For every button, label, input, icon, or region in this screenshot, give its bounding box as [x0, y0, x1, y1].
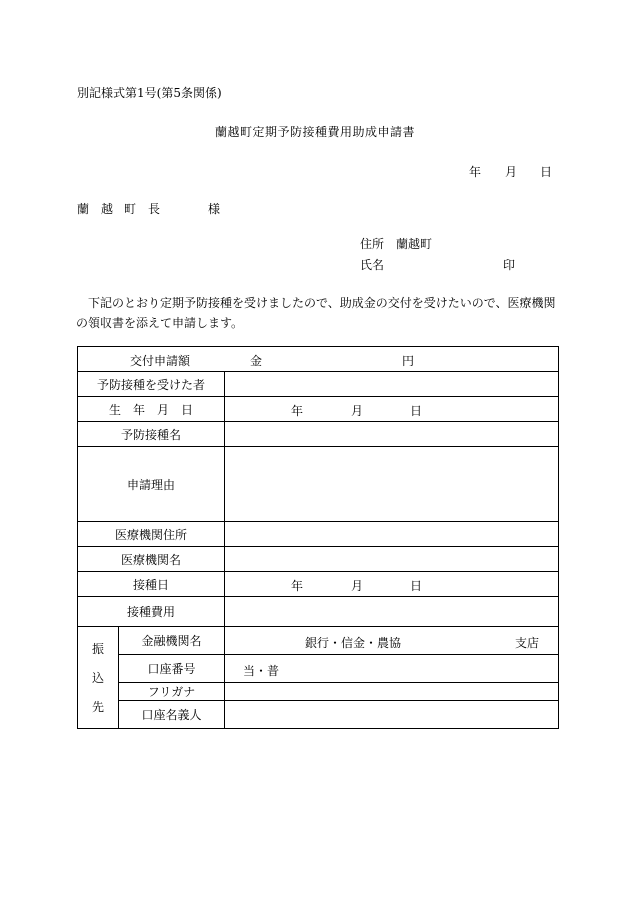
- table-row: [78, 597, 559, 627]
- applicant-address-value: 蘭越町: [396, 237, 433, 251]
- transfer-char: 込: [91, 671, 104, 685]
- table-row: [78, 683, 559, 701]
- table-row: [78, 627, 559, 655]
- seal-mark: 印: [503, 258, 516, 272]
- birthdate-month-label: 月: [351, 404, 364, 418]
- bank-name-field[interactable]: [225, 627, 559, 655]
- table-row: [78, 372, 559, 397]
- recipient-label: 予防接種を受けた者: [78, 372, 225, 397]
- recipient-field[interactable]: [225, 372, 559, 397]
- table-row: [78, 522, 559, 547]
- table-row: [78, 701, 559, 729]
- table-row: [78, 422, 559, 447]
- account-type-options: 当・普: [243, 664, 280, 678]
- vaccine-name-field[interactable]: [225, 422, 559, 447]
- account-number-label: 口座番号: [119, 655, 225, 683]
- reason-field[interactable]: [225, 447, 559, 522]
- vaccination-cost-field[interactable]: [225, 597, 559, 627]
- bank-type-options: 銀行・信金・農協: [305, 636, 402, 650]
- date-month-label: 月: [505, 165, 518, 179]
- application-form-table: [77, 346, 559, 729]
- applicant-address-label: 住所: [360, 237, 385, 251]
- transfer-char: 振: [91, 642, 104, 656]
- document-title: 蘭越町定期予防接種費用助成申請書: [214, 125, 415, 139]
- vaccination-date-field[interactable]: [225, 572, 559, 597]
- birthdate-year-label: 年: [291, 404, 304, 418]
- form-number-label: 別記様式第1号(第5条関係): [77, 86, 222, 100]
- addressee-char: 町: [124, 202, 137, 216]
- vaccination-day-label: 日: [410, 579, 423, 593]
- transfer-group-label: [78, 627, 119, 729]
- furigana-label: フリガナ: [119, 683, 225, 701]
- table-row: [78, 347, 559, 372]
- table-row: [78, 655, 559, 683]
- table-row: [78, 572, 559, 597]
- vaccination-cost-label: 接種費用: [78, 597, 225, 627]
- addressee-honorific: 様: [208, 202, 221, 216]
- reason-label: 申請理由: [78, 447, 225, 522]
- vaccination-year-label: 年: [291, 579, 304, 593]
- amount-label: 交付申請額: [130, 354, 191, 368]
- applicant-name-label: 氏名: [360, 258, 385, 272]
- birthdate-day-label: 日: [410, 404, 423, 418]
- transfer-char: 先: [91, 700, 104, 714]
- birthdate-label: 生 年 月 日: [78, 397, 225, 422]
- addressee-char: 長: [148, 202, 161, 216]
- vaccination-date-label: 接種日: [78, 572, 225, 597]
- amount-cell[interactable]: [78, 347, 559, 372]
- account-holder-label: 口座名義人: [119, 701, 225, 729]
- amount-yen-label: 円: [402, 354, 415, 368]
- furigana-field[interactable]: [225, 683, 559, 701]
- clinic-name-label: 医療機関名: [78, 547, 225, 572]
- account-holder-field[interactable]: [225, 701, 559, 729]
- clinic-address-field[interactable]: [225, 522, 559, 547]
- clinic-name-field[interactable]: [225, 547, 559, 572]
- amount-kin-label: 金: [250, 354, 263, 368]
- date-day-label: 日: [540, 165, 553, 179]
- table-row: [78, 397, 559, 422]
- bank-branch-label: 支店: [515, 636, 540, 650]
- application-statement: 下記のとおり定期予防接種を受けましたので、助成金の交付を受けたいので、医療機関の領収書を添えて申請します。: [76, 296, 556, 330]
- addressee-char: 越: [101, 202, 114, 216]
- birthdate-field[interactable]: [225, 397, 559, 422]
- vaccination-month-label: 月: [351, 579, 364, 593]
- date-year-label: 年: [469, 165, 482, 179]
- table-row: [78, 447, 559, 522]
- vaccine-name-label: 予防接種名: [78, 422, 225, 447]
- addressee-char: 蘭: [77, 202, 90, 216]
- bank-name-label: 金融機関名: [119, 627, 225, 655]
- clinic-address-label: 医療機関住所: [78, 522, 225, 547]
- account-number-field[interactable]: [225, 655, 559, 683]
- table-row: [78, 547, 559, 572]
